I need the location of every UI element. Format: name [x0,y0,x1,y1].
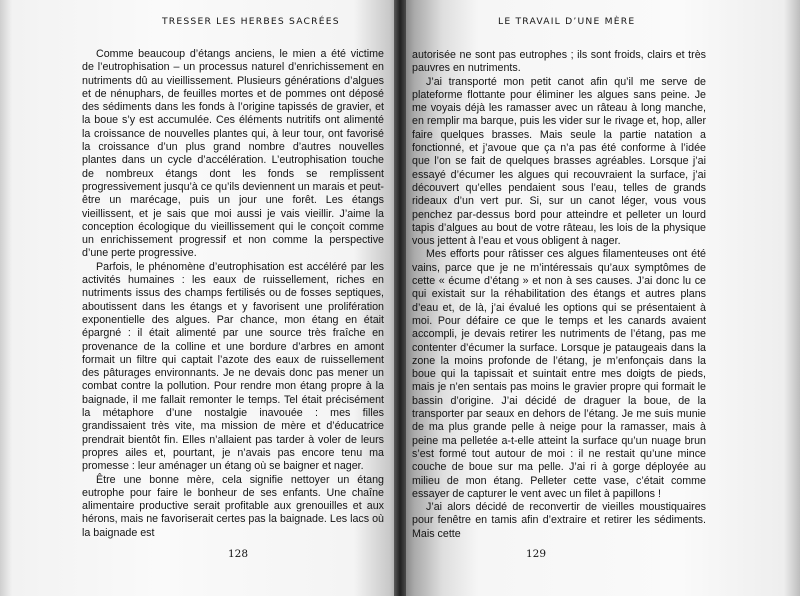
right-page-body [412,49,706,541]
left-paragraph-1: Comme beaucoup d’étangs anciens, le mien a été victime de l’eutrophisation – un processus naturel d’enrichissement en nutriments dû au vieillissement. Plusieurs générations d’algues et de nénuphars, de feuilles mortes et de pommes ont déposé des sédiments dans les fonds à l’origine tapissés de gravier, et la boue s’y est accumulée. Ces éléments nutritifs ont alimenté la croissance de nouvelles plantes qui, à leur tour, ont favorisé la croissance d’un plus grand nombre d’autres nouvelles plantes dans un cycle d’accélération. L’eutrophisation touche de nombreux étangs dont les fonds se remplissent progressivement jusqu’à ce qu’ils deviennent un marais et peut-être un marécage, puis un jour une forêt. Les étangs vieillissent, et je sais que moi aussi je vais vieillir. J’aime la conception écologique du vieillissement qui le conçoit comme un enrichissement progressif et non comme la perspective d’une perte progressive. [82,48,384,260]
left-running-head: TRESSER LES HERBES SACRÉES [162,16,340,27]
right-page-number: 129 [526,548,547,560]
left-page-body [82,48,384,540]
left-paragraph-2: Parfois, le phénomène d’eutrophisation est accéléré par les activités humaines : les eaux de ruissellement, riches en nutriments issus des champs fertilisés ou de fosses septiques, aboutissent dans les étangs et y favorisent une prolifération exponentielle des algues. Par chance, mon étang en était épargné : il était alimenté par une source très fraîche en provenance de la colline et une bordure d’arbres en amont formait un filtre qui captait l’azote des eaux de ruissellement des pâturages environnants. Je ne devais donc pas mener un combat contre la pollution. Pour rendre mon étang propre à la baignade, il me fallait remonter le temps. Tel était précisément la métaphore d’une nostalgie inavouée : mes filles grandissaient très vite, ma mission de mère et d’éducatrice prendrait bientôt fin. Elles n’allaient pas tarder à voler de leurs propres ailes et, pourtant, je n’avais pas encore tenu ma promesse : leur aménager un étang où se baigner et nager. [82,260,384,473]
right-continued-text: autorisée ne sont pas eutrophes ; ils sont froids, clairs et très pauvres en nutriments. [412,49,706,75]
left-page-number: 128 [228,548,249,560]
right-paragraph-1: J’ai transporté mon petit canot afin qu’il me serve de plateforme flottante pour éliminer les algues sans peine. Je me voyais déjà les ramasser avec un râteau à long manche, en remplir ma barque, puis les vider sur le rivage et, hop, aller faire quelques brasses. Mais seule la partie natation a fonctionné, et j’avoue que ça n’a pas été conforme à l’idée que l’on se fait de quelques brasses agréables. Lorsque j’ai essayé d’écumer les algues qui recouvraient la surface, j’ai découvert qu’elles pendaient sous l’eau, telles de grands rideaux d’un vert pur. Si, sur un canot léger, vous vous penchez par-dessus bord pour atteindre et pelleter un lourd tapis d’algues au bout de votre râteau, les lois de la physique vous jettent à l’eau et vous obligent à nager. [412,75,706,248]
left-paragraph-3: Être une bonne mère, cela signifie nettoyer un étang eutrophe pour faire le bonheur de ses enfants. Une chaîne alimentaire productive serait profitable aux grenouilles et aux hérons, mais ne favoriserait certes pas la baignade. Les lacs où la baignade est [82,473,384,539]
right-paragraph-3: J’ai alors décidé de reconvertir de vieilles moustiquaires pour fenêtre en tamis afin d’extraire et retirer les sédiments. Mais cette [412,501,706,540]
right-paragraph-2: Mes efforts pour râtisser ces algues filamenteuses ont été vains, parce que je ne m’intéressais qu’aux symptômes de cette « écume d’étang » et non à ses causes. J’ai donc lu ce qui existait sur la réhabilitation des étangs et autres plans d’eau et, de là, j’ai évalué les options qui se présentaient à moi. Pour défaire ce que le temps et les canards avaient accompli, je devais retirer les nutriments de l’étang, pas me contenter d’écumer la surface. Lorsque je pataugeais dans la zone la moins profonde de l’étang, je m’enfonçais dans la boue qui la tapissait et suintait entre mes doigts de pieds, mais je n’en sentais pas moins le gravier propre qui formait le bassin d’origine. J’ai décidé de draguer la boue, de la transporter par seaux en dehors de l’étang. Je me suis munie de ma plus grande pelle à neige pour la ramasser, mais à peine ma pelletée a-t-elle atteint la surface qu’un nuage brun s’est formé tout autour de moi : il ne restait qu’une mince couche de boue sur ma pelle. J’ai ri à gorge déployée au milieu de mon étang. Pelleter cette vase, c’était comme essayer de capturer le vent avec un filet à papillons ! [412,248,706,500]
right-page [398,0,800,596]
book-gutter [394,0,406,596]
right-running-head: LE TRAVAIL D’UNE MÈRE [498,16,636,27]
